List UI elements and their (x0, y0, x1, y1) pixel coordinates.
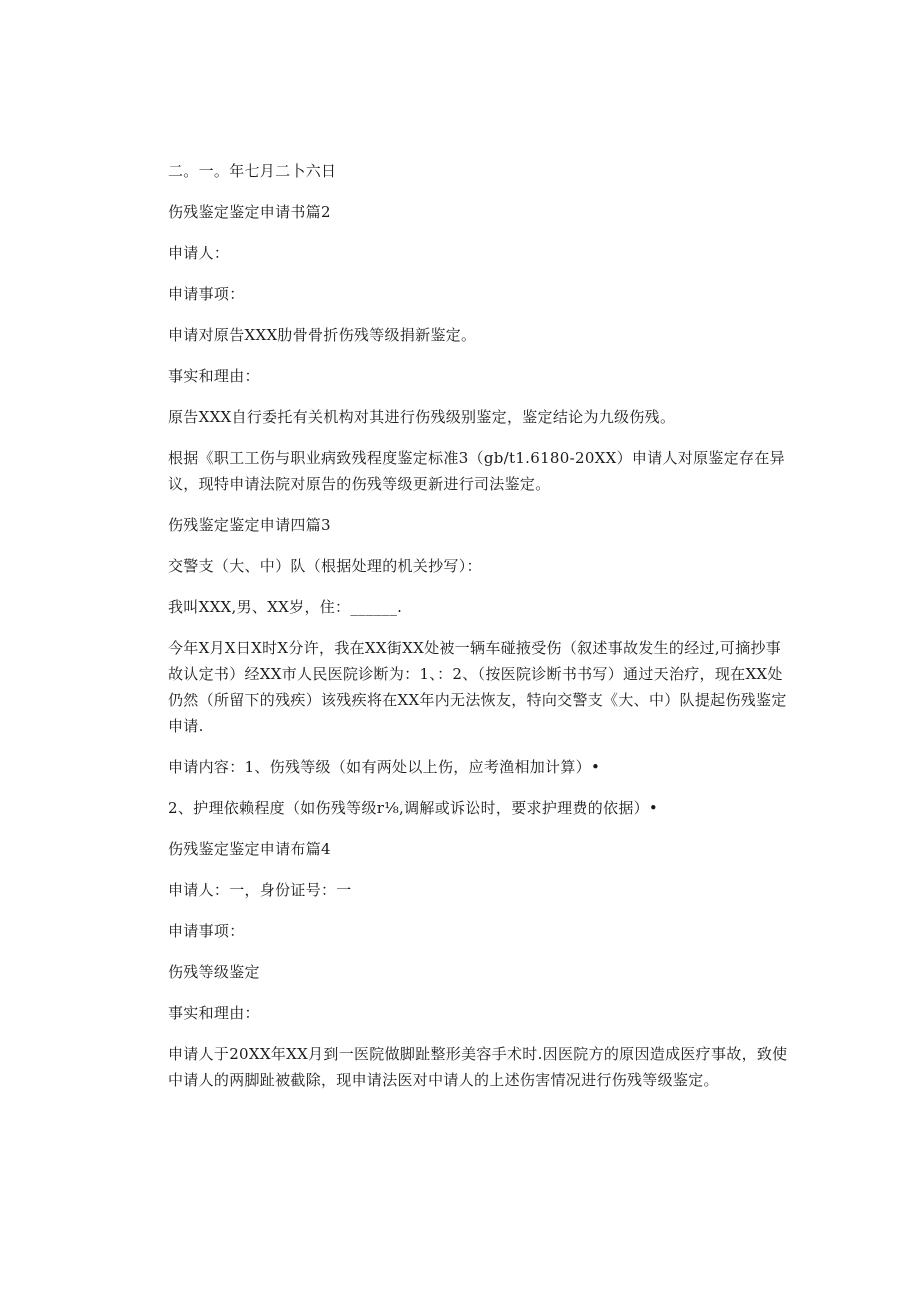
facts-paragraph: 原告XXX自行委托有关机构对其进行伤残级别鉴定，鉴定结论为九级伤残。 (168, 408, 676, 426)
request-items-label: 申请事项： (168, 285, 245, 303)
document-body (168, 158, 790, 1093)
section-heading-4: 伤残鉴定鉴定申请布篇4 (168, 840, 331, 858)
request-content-1: 申请内容：1、伤残等级（如有两处以上伤，应考渔相加计算）• (168, 758, 601, 776)
request-content-2: 2、护理依赖程度（如伤残等级r⅛,调解或诉讼时，要求护理费的依据）• (168, 799, 659, 817)
applicant-id-line: 申请人：一，身份证号：一 (168, 881, 352, 899)
addressee-line: 交警支（大、中）队（根据处理的机关抄写）： (168, 557, 482, 575)
incident-paragraph: 今年X月X日X时X分许，我在XX街XX处被一辆车碰掖受伤（叙述事故发生的经过,可摘抄事故认定书）经XX市人民医院诊断为：1、：2、（按医院诊断书书写）通过天治疗，现在XX处仍然（所留下的残疾）该残疾将在XX年内无法恢友，特向交警支《大、中）队提起伤残鉴定申请. (168, 639, 787, 735)
request-items-label-2: 申请事项： (168, 922, 245, 940)
facts-reasons-label: 事实和理由： (168, 367, 260, 385)
request-item-text: 申请对原告XXX肋骨骨折伤残等级捐新鉴定。 (168, 326, 477, 344)
self-intro-line: 我叫XXX,男、XX岁，住：______. (168, 598, 403, 616)
basis-paragraph: 根据《职工工伤与职业病致残程度鉴定标准3（gb/t1.6180-20XX）申请人对原鉴定存在异议，现特申请法院对原告的伤残等级更新进行司法鉴定。 (168, 449, 785, 493)
date-line: 二。一。年七月二卜六日 (168, 162, 337, 180)
section-heading-3: 伤残鉴定鉴定申请四篇3 (168, 516, 331, 534)
surgery-paragraph: 申请人于20XX年XX月到一医院做脚趾整形美容手术时.因医院方的原因造成医疗事故，致使中请人的两脚趾被截除，现申请法医对中请人的上述伤害情况进行伤残等级鉴定。 (168, 1045, 788, 1089)
section-heading-2: 伤残鉴定鉴定申请书篇2 (168, 203, 331, 221)
facts-reasons-label-2: 事实和理由： (168, 1004, 260, 1022)
applicant-label: 申请人： (168, 244, 230, 262)
disability-grade-item: 伤残等级鉴定 (168, 963, 260, 981)
